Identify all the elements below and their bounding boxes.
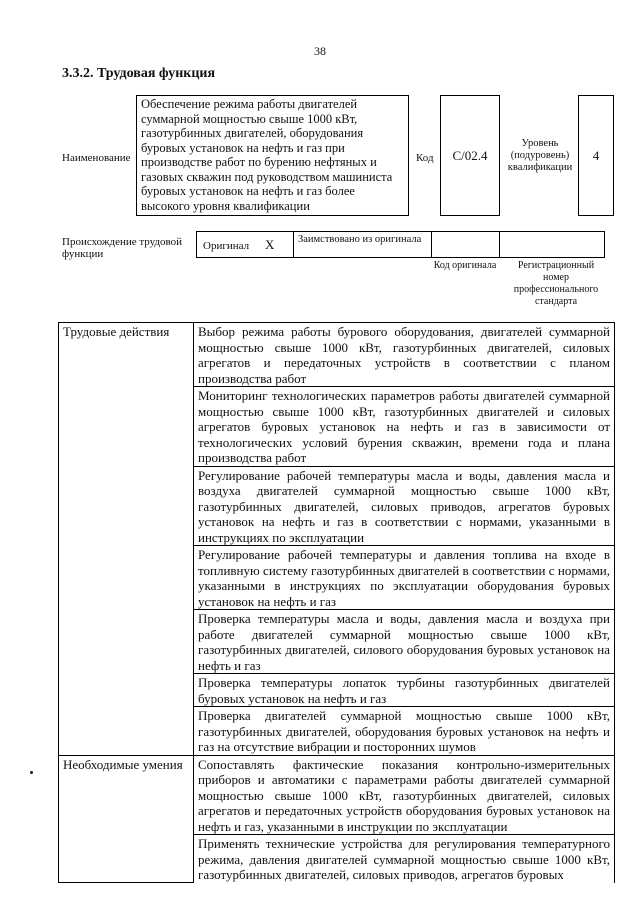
category-cell: Необходимые умения <box>59 755 194 883</box>
page-number: 38 <box>314 44 326 58</box>
text-cell: Регулирование рабочей температуры и давления топлива на входе в топливную систему газотурбинных двигателей в соответствии с нормами, указанными в инструкциях по эксплуатации оборудования буровых установок на нефть и газ <box>194 546 615 610</box>
code-box <box>440 95 500 216</box>
borrowed-label: Заимствовано из оригинала <box>298 234 422 245</box>
level-box <box>578 95 614 216</box>
text-cell: Проверка двигателей суммарной мощностью свыше 1000 кВт, газотурбинных двигателей, оборудования буровых установок на нефть и газ на отсутствие вибрации и посторонних шумов <box>194 707 615 756</box>
code-label: Код <box>416 152 434 164</box>
code-value: C/02.4 <box>452 147 488 163</box>
section-title: 3.3.2. Трудовая функция <box>62 66 216 81</box>
function-name-box <box>136 95 409 216</box>
table-row <box>59 323 615 387</box>
divider <box>293 232 294 257</box>
text-cell: Проверка температуры масла и воды, давления масла и воздуха при работе двигателей суммарной мощностью свыше 1000 кВт, газотурбинных двигателей, силового оборудования буровых установок на нефть и газ <box>194 610 615 674</box>
text-cell: Проверка температуры лопаток турбины газотурбинных двигателей буровых установок на нефть и газ <box>194 674 615 707</box>
reg-number-label: Регистрационный номер профессионального стандарта <box>513 260 599 307</box>
name-label: Наименование <box>62 152 131 164</box>
original-label: Оригинал <box>203 240 250 252</box>
level-label: Уровень (подуровень) квалификации <box>507 138 573 173</box>
code-original-label: Код оригинала <box>433 260 497 271</box>
level-value: 4 <box>592 147 600 163</box>
text-cell: Применять технические устройства для регулирования температурного режима, давления двигателей суммарной мощностью свыше 1000 кВт, газотурбинных двигателей, силовых приводов, агрегатов буровых <box>194 835 615 883</box>
table-row <box>59 755 615 835</box>
divider <box>431 232 432 257</box>
text-cell: Мониторинг технологических параметров работы двигателей суммарной мощностью свыше 1000 кВт, газотурбинных двигателей и силовых агрегатов буровых установок на нефть и газ в зависимости от технологических условий бурения скважин, времени года и плана производства работ <box>194 387 615 467</box>
function-table <box>58 322 615 883</box>
scan-speck <box>30 771 33 774</box>
text-cell: Регулирование рабочей температуры масла и воды, давления масла и воздуха двигателей суммарной мощностью свыше 1000 кВт, газотурбинных двигателей, силовых приводов, агрегатов буровых установок на нефть и газ в соответствии с нормами, указанными в инструкциях по эксплуатации <box>194 466 615 546</box>
text-cell: Сопоставлять фактические показания контрольно-измерительных приборов и автоматики с параметрами работы двигателей суммарной мощностью свыше 1000 кВт, газотурбинных двигателей, силовых агрегатов и передаточных устройств оборудования буровых установок на нефть и газ, указанными в инструкции по эксплуатации <box>194 755 615 835</box>
origin-table <box>196 231 605 258</box>
function-name: Обеспечение режима работы двигателей суммарной мощностью свыше 1000 кВт, газотурбинных двигателей, оборудования буровых установок на нефть и газ при производстве работ по бурению нефтяных и газовых скважин под руководством машиниста буровых установок на нефть и газ более высокого уровня квалификации <box>141 97 393 213</box>
category-cell: Трудовые действия <box>59 323 194 756</box>
divider <box>499 232 500 257</box>
original-mark: X <box>265 237 275 252</box>
origin-label: Происхождение трудовой функции <box>62 236 183 260</box>
text-cell: Выбор режима работы бурового оборудования, двигателей суммарной мощностью свыше 1000 кВт, газотурбинных двигателей, силовых агрегатов и передаточных устройств в соответствии с планом производства работ <box>194 323 615 387</box>
